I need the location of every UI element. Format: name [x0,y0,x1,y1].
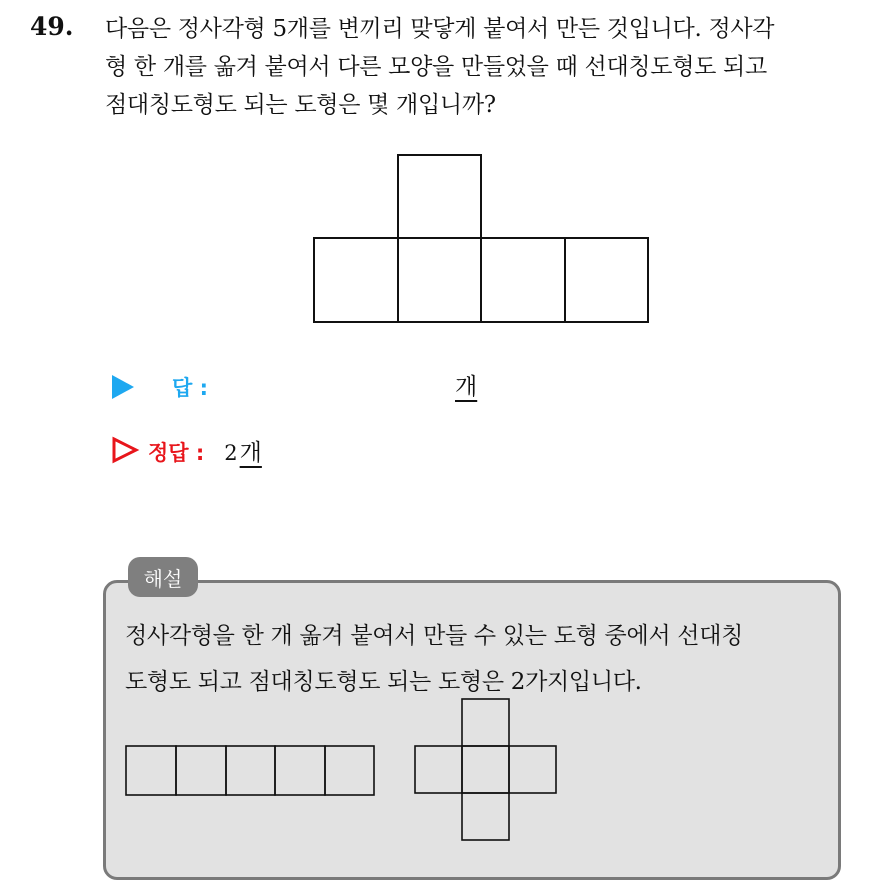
cross-figure-square-bottom [462,793,509,840]
question-line: 형 한 개를 옮겨 붙여서 다른 모양을 만들었을 때 선대칭도형도 되고 [105,54,767,80]
explanation-tag: 해설 [128,557,198,597]
line-figure-square-3 [226,746,275,795]
cross-figure-square-right [509,746,556,793]
line-figure-square-2 [176,746,226,795]
cross-figure-square-center [462,746,509,793]
line-figure-square-4 [275,746,325,795]
correct-value: 2 [224,441,238,465]
question-line: 다음은 정사각형 5개를 변끼리 맞닿게 붙여서 만든 것입니다. 정사각 [105,16,775,42]
correct-label: 정답 : [148,441,205,465]
cross-figure-square-top [462,699,509,746]
line-figure-square-5 [325,746,374,795]
cross-figure-square-left [415,746,462,793]
answer-label: 답 : [172,376,208,400]
question-number: 49. [30,12,74,41]
question-line: 점대칭도형도 되는 도형은 몇 개입니까? [105,92,496,118]
explanation-line: 도형도 되고 점대칭도형도 되는 도형은 2가지입니다. [125,669,642,695]
line-figure-square-1 [126,746,176,795]
correct-unit: 개 [239,440,262,466]
explanation-line: 정사각형을 한 개 옮겨 붙여서 만들 수 있는 도형 중에서 선대칭 [125,623,744,649]
answer-unit: 개 [455,374,478,400]
